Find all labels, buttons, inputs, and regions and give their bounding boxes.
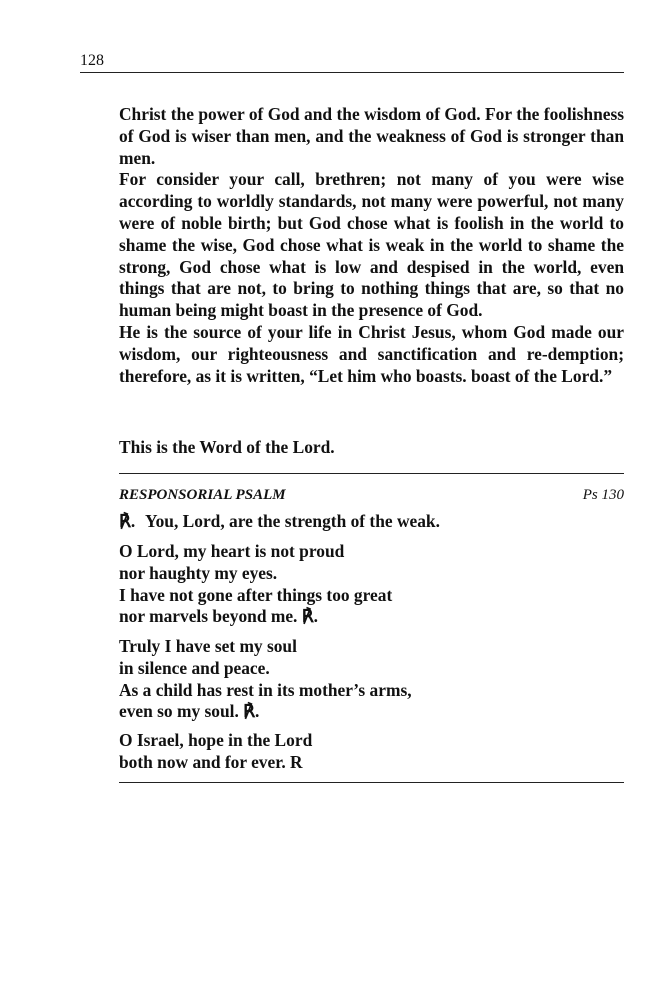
reading-closing: This is the Word of the Lord.: [119, 437, 335, 457]
header-divider: [80, 72, 624, 73]
stanza-line: in silence and peace.: [119, 657, 270, 678]
psalm-response: [119, 511, 624, 533]
reading-paragraph: Christ the power of God and the wisdom of God. For the foolishness of God is wiser than men, and the weakness of God is stronger than men.: [119, 104, 624, 168]
stanza-line: even so my soul. ℟.: [119, 701, 260, 722]
page-number: 128: [80, 52, 104, 69]
psalm-stanza: [119, 541, 624, 628]
section-divider: [119, 473, 624, 474]
reading-paragraph: For consider your call, brethren; not many of you were wise according to worldly standards, not many were powerful, not many were of noble birth; but God chose what is foolish in the world to shame the wise, God chose what is weak in the world to shame the strong, God chose what is low and despised in the world, even things that are not, to bring to nothing things that are, so that no human being might boast in the presence of God.: [119, 169, 624, 321]
response-text: You, Lord, are the strength of the weak.: [144, 511, 440, 531]
stanza-line: I have not gone after things too great: [119, 584, 393, 605]
stanza-line: O Lord, my heart is not proud: [119, 541, 345, 561]
stanza-line: As a child has rest in its mother’s arms,: [119, 679, 412, 700]
footer-divider: [119, 782, 624, 783]
reading-paragraph: He is the source of your life in Christ Jesus, whom God made our wisdom, our righteousness and sanctification and re-demption; therefore, as it is written, “Let him who boasts. boast of the Lord.”: [119, 321, 624, 386]
response-symbol: ℟.: [119, 511, 136, 531]
psalm-stanza: [119, 730, 624, 774]
stanza-line: both now and for ever. R: [119, 751, 303, 772]
stanza-line: nor marvels beyond me. ℟.: [119, 606, 318, 627]
psalm-title: RESPONSORIAL PSALM: [119, 487, 286, 503]
stanza-line: nor haughty my eyes.: [119, 562, 278, 583]
stanza-line: Truly I have set my soul: [119, 636, 297, 656]
stanza-line: O Israel, hope in the Lord: [119, 730, 313, 750]
psalm-reference: Ps 130: [582, 487, 624, 503]
psalm-stanza: [119, 636, 624, 723]
psalm-heading: [119, 485, 624, 505]
reading-text: [119, 104, 624, 457]
